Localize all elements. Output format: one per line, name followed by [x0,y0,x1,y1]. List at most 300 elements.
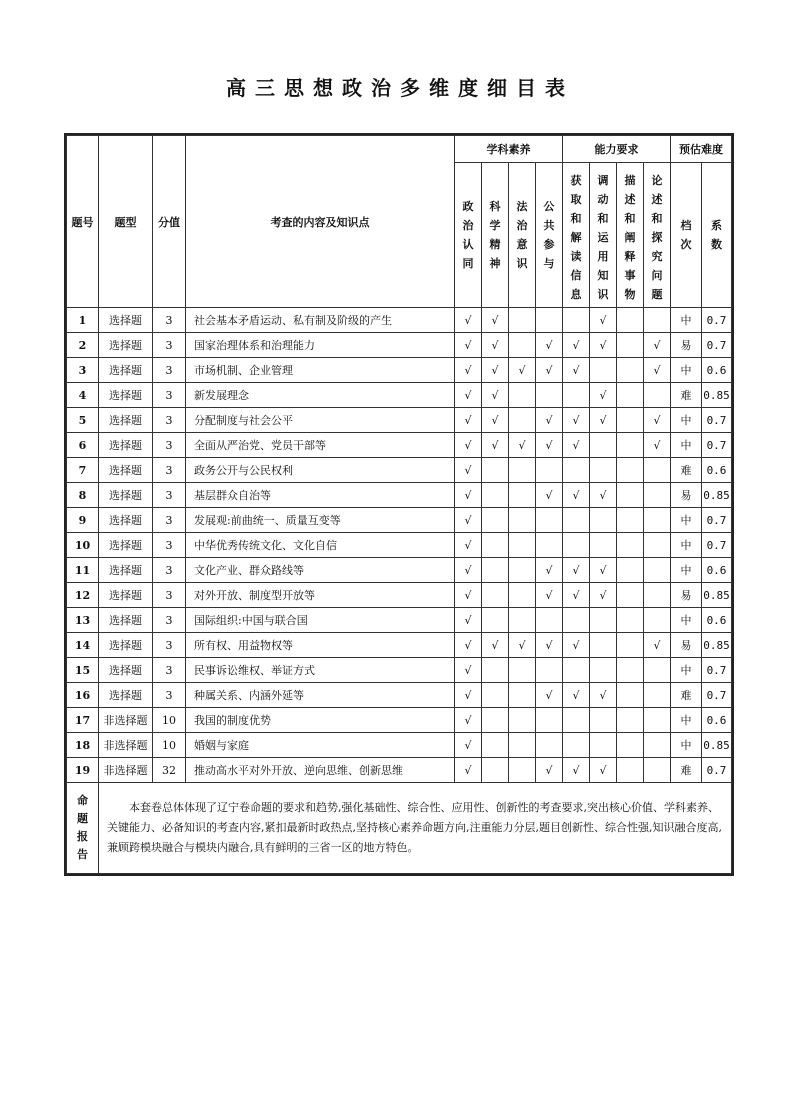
question-number: 16 [67,683,99,708]
check-cell: √ [644,333,671,358]
check-cell [617,333,644,358]
check-cell: √ [590,333,617,358]
table-row [67,758,732,783]
check-cell [563,658,590,683]
check-cell [482,733,509,758]
check-cell: √ [482,433,509,458]
difficulty-coefficient: 0.7 [702,308,732,333]
check-cell [536,308,563,333]
table-row [67,608,732,633]
question-type: 选择题 [99,333,153,358]
check-cell: √ [563,358,590,383]
check-cell [509,458,536,483]
check-cell [590,533,617,558]
check-cell [536,708,563,733]
check-cell [509,608,536,633]
check-cell: √ [509,633,536,658]
question-content: 新发展理念 [186,383,455,408]
check-cell [644,733,671,758]
check-cell [617,658,644,683]
check-cell: √ [563,483,590,508]
difficulty-level: 中 [671,508,702,533]
question-score: 3 [153,508,186,533]
check-cell [536,533,563,558]
difficulty-coefficient: 0.6 [702,708,732,733]
question-type: 非选择题 [99,733,153,758]
check-cell: √ [509,433,536,458]
check-cell [482,483,509,508]
difficulty-level: 中 [671,358,702,383]
check-cell [644,458,671,483]
header-ability-2: 调 动 和 运 用 知 识 [590,163,617,308]
question-number: 7 [67,458,99,483]
check-cell [590,708,617,733]
check-cell [509,658,536,683]
check-cell [482,758,509,783]
check-cell [590,508,617,533]
question-number: 8 [67,483,99,508]
table-row [67,483,732,508]
header-type: 题型 [99,136,153,308]
question-number: 17 [67,708,99,733]
check-cell [644,483,671,508]
check-cell: √ [563,333,590,358]
table-row [67,708,732,733]
question-content: 我国的制度优势 [186,708,455,733]
check-cell: √ [455,383,482,408]
check-cell [617,733,644,758]
check-cell [482,608,509,633]
check-cell [509,408,536,433]
difficulty-level: 中 [671,533,702,558]
question-score: 10 [153,708,186,733]
table-row [67,433,732,458]
table-row [67,583,732,608]
check-cell: √ [455,608,482,633]
check-cell: √ [536,433,563,458]
check-cell: √ [455,533,482,558]
question-type: 选择题 [99,533,153,558]
check-cell: √ [563,758,590,783]
check-cell: √ [563,408,590,433]
question-type: 非选择题 [99,708,153,733]
question-score: 3 [153,608,186,633]
check-cell [617,683,644,708]
check-cell [509,383,536,408]
check-cell: √ [455,483,482,508]
check-cell [509,708,536,733]
check-cell [509,483,536,508]
check-cell [509,583,536,608]
difficulty-coefficient: 0.7 [702,408,732,433]
check-cell [536,458,563,483]
check-cell [617,308,644,333]
check-cell: √ [563,633,590,658]
check-cell: √ [536,683,563,708]
check-cell: √ [590,683,617,708]
difficulty-coefficient: 0.7 [702,758,732,783]
check-cell [563,383,590,408]
check-cell [536,608,563,633]
difficulty-level: 中 [671,558,702,583]
check-cell: √ [455,358,482,383]
table-row [67,333,732,358]
question-content: 市场机制、企业管理 [186,358,455,383]
question-type: 选择题 [99,458,153,483]
question-type: 选择题 [99,508,153,533]
question-type: 选择题 [99,608,153,633]
check-cell [482,708,509,733]
check-cell [509,508,536,533]
difficulty-level: 易 [671,633,702,658]
page-title: 高三思想政治多维度细目表 [226,76,574,100]
check-cell [563,608,590,633]
check-cell [617,558,644,583]
difficulty-level: 中 [671,408,702,433]
question-number: 5 [67,408,99,433]
check-cell [617,458,644,483]
check-cell: √ [455,708,482,733]
check-cell: √ [536,633,563,658]
difficulty-level: 中 [671,308,702,333]
check-cell: √ [455,508,482,533]
question-type: 选择题 [99,658,153,683]
check-cell [644,508,671,533]
check-cell [482,683,509,708]
table-row [67,533,732,558]
difficulty-level: 难 [671,683,702,708]
check-cell: √ [455,633,482,658]
report-row [67,783,732,874]
check-cell [482,458,509,483]
check-cell [644,383,671,408]
check-cell: √ [536,333,563,358]
check-cell: √ [509,358,536,383]
check-cell: √ [455,458,482,483]
check-cell [590,608,617,633]
difficulty-coefficient: 0.85 [702,733,732,758]
check-cell: √ [536,558,563,583]
question-score: 3 [153,658,186,683]
check-cell [617,583,644,608]
table-row [67,358,732,383]
question-number: 11 [67,558,99,583]
difficulty-coefficient: 0.85 [702,633,732,658]
check-cell [644,683,671,708]
check-cell [509,533,536,558]
header-group-literacy: 学科素养 [455,136,563,163]
difficulty-level: 难 [671,383,702,408]
question-score: 32 [153,758,186,783]
check-cell: √ [536,583,563,608]
question-type: 选择题 [99,558,153,583]
check-cell: √ [590,583,617,608]
question-content: 推动高水平对外开放、逆向思维、创新思维 [186,758,455,783]
question-number: 6 [67,433,99,458]
question-number: 18 [67,733,99,758]
check-cell [482,533,509,558]
question-score: 3 [153,383,186,408]
difficulty-level: 中 [671,733,702,758]
difficulty-coefficient: 0.6 [702,458,732,483]
question-number: 1 [67,308,99,333]
check-cell: √ [590,383,617,408]
header-difficulty-2: 系 数 [702,163,732,308]
check-cell [509,758,536,783]
question-score: 3 [153,308,186,333]
question-score: 3 [153,358,186,383]
header-difficulty-1: 档 次 [671,163,702,308]
check-cell [590,358,617,383]
check-cell: √ [644,408,671,433]
check-cell [644,658,671,683]
check-cell: √ [455,733,482,758]
check-cell [617,408,644,433]
question-number: 2 [67,333,99,358]
check-cell [563,508,590,533]
check-cell [590,433,617,458]
difficulty-coefficient: 0.7 [702,508,732,533]
check-cell [617,508,644,533]
check-cell [482,558,509,583]
question-content: 文化产业、群众路线等 [186,558,455,583]
difficulty-coefficient: 0.85 [702,483,732,508]
header-ability-4: 论 述 和 探 究 问 题 [644,163,671,308]
check-cell [509,333,536,358]
question-content: 基层群众自治等 [186,483,455,508]
table-row [67,383,732,408]
check-cell [617,433,644,458]
question-score: 3 [153,533,186,558]
question-number: 19 [67,758,99,783]
difficulty-coefficient: 0.7 [702,658,732,683]
check-cell: √ [644,633,671,658]
check-cell: √ [563,683,590,708]
check-cell: √ [563,433,590,458]
difficulty-coefficient: 0.7 [702,333,732,358]
question-type: 选择题 [99,308,153,333]
check-cell: √ [590,408,617,433]
check-cell: √ [536,483,563,508]
question-score: 3 [153,408,186,433]
question-content: 中华优秀传统文化、文化自信 [186,533,455,558]
question-number: 10 [67,533,99,558]
question-content: 分配制度与社会公平 [186,408,455,433]
check-cell [563,733,590,758]
check-cell [617,383,644,408]
question-score: 3 [153,483,186,508]
check-cell: √ [590,758,617,783]
check-cell [617,633,644,658]
question-score: 3 [153,583,186,608]
check-cell [563,708,590,733]
question-content: 国际组织:中国与联合国 [186,608,455,633]
check-cell: √ [455,758,482,783]
header-group-difficulty: 预估难度 [671,136,732,163]
question-score: 3 [153,433,186,458]
table-row [67,683,732,708]
check-cell [509,558,536,583]
header-ability-3: 描 述 和 阐 释 事 物 [617,163,644,308]
difficulty-level: 难 [671,758,702,783]
check-cell: √ [590,308,617,333]
check-cell: √ [455,433,482,458]
question-number: 9 [67,508,99,533]
check-cell [617,533,644,558]
check-cell [644,608,671,633]
difficulty-level: 中 [671,433,702,458]
question-number: 15 [67,658,99,683]
difficulty-coefficient: 0.7 [702,683,732,708]
check-cell [644,758,671,783]
question-type: 选择题 [99,358,153,383]
check-cell: √ [590,558,617,583]
table-row [67,733,732,758]
difficulty-coefficient: 0.6 [702,358,732,383]
difficulty-level: 易 [671,483,702,508]
check-cell: √ [455,333,482,358]
question-type: 选择题 [99,383,153,408]
header-literacy-3: 法 治 意 识 [509,163,536,308]
check-cell [563,308,590,333]
question-type: 选择题 [99,683,153,708]
header-content: 考查的内容及知识点 [186,136,455,308]
check-cell [536,658,563,683]
header-literacy-2: 科 学 精 神 [482,163,509,308]
report-label: 命 题 报 告 [67,783,99,874]
difficulty-level: 难 [671,458,702,483]
question-type: 非选择题 [99,758,153,783]
report-text: 本套卷总体体现了辽宁卷命题的要求和趋势,强化基础性、综合性、应用性、创新性的考查要求,突出核心价值、学科素养、关键能力、必备知识的考查内容,紧扣最新时政热点,坚持核心素养命题方向,注重能力分层,题目创新性、综合性强,知识融合度高,兼顾跨模块融合与模块内融合,具有鲜明的三省一区的地方特色。 [99,783,732,874]
question-type: 选择题 [99,483,153,508]
difficulty-coefficient: 0.85 [702,583,732,608]
header-literacy-4: 公 共 参 与 [536,163,563,308]
table-row [67,458,732,483]
question-content: 民事诉讼维权、举证方式 [186,658,455,683]
check-cell: √ [482,358,509,383]
check-cell [644,308,671,333]
header-group-ability: 能力要求 [563,136,671,163]
difficulty-coefficient: 0.7 [702,433,732,458]
table-row [67,558,732,583]
check-cell [536,383,563,408]
check-cell [617,758,644,783]
difficulty-level: 中 [671,608,702,633]
question-score: 3 [153,458,186,483]
table-row [67,508,732,533]
check-cell [563,533,590,558]
check-cell: √ [455,408,482,433]
check-cell: √ [482,408,509,433]
question-content: 政务公开与公民权利 [186,458,455,483]
check-cell: √ [482,308,509,333]
check-cell: √ [644,358,671,383]
question-content: 发展观:前曲统一、质量互变等 [186,508,455,533]
check-cell [617,483,644,508]
question-number: 14 [67,633,99,658]
specification-table [66,135,732,874]
check-cell: √ [455,583,482,608]
check-cell [617,358,644,383]
question-type: 选择题 [99,433,153,458]
check-cell [482,658,509,683]
table-row [67,308,732,333]
question-content: 所有权、用益物权等 [186,633,455,658]
check-cell: √ [563,558,590,583]
question-content: 全面从严治党、党员干部等 [186,433,455,458]
check-cell [617,608,644,633]
check-cell [482,583,509,608]
difficulty-level: 中 [671,708,702,733]
check-cell: √ [536,408,563,433]
question-content: 社会基本矛盾运动、私有制及阶级的产生 [186,308,455,333]
check-cell [590,658,617,683]
check-cell [536,508,563,533]
question-score: 3 [153,558,186,583]
check-cell [509,683,536,708]
check-cell: √ [482,633,509,658]
question-type: 选择题 [99,633,153,658]
check-cell: √ [536,358,563,383]
difficulty-coefficient: 0.6 [702,608,732,633]
question-score: 3 [153,633,186,658]
check-cell: √ [455,558,482,583]
header-ability-1: 获 取 和 解 读 信 息 [563,163,590,308]
check-cell: √ [482,383,509,408]
difficulty-level: 中 [671,658,702,683]
question-score: 10 [153,733,186,758]
difficulty-level: 易 [671,583,702,608]
question-number: 13 [67,608,99,633]
check-cell: √ [455,683,482,708]
question-number: 4 [67,383,99,408]
check-cell [644,708,671,733]
check-cell [590,733,617,758]
check-cell [644,558,671,583]
check-cell [563,458,590,483]
question-content: 婚姻与家庭 [186,733,455,758]
check-cell [482,508,509,533]
check-cell: √ [482,333,509,358]
check-cell [644,583,671,608]
check-cell [509,308,536,333]
difficulty-coefficient: 0.7 [702,533,732,558]
question-type: 选择题 [99,583,153,608]
check-cell [590,458,617,483]
check-cell [617,708,644,733]
header-num: 题号 [67,136,99,308]
check-cell [509,733,536,758]
question-number: 3 [67,358,99,383]
check-cell [644,533,671,558]
header-score: 分值 [153,136,186,308]
question-score: 3 [153,683,186,708]
header-literacy-1: 政 治 认 同 [455,163,482,308]
difficulty-coefficient: 0.85 [702,383,732,408]
question-type: 选择题 [99,408,153,433]
check-cell [536,733,563,758]
table-row [67,658,732,683]
question-number: 12 [67,583,99,608]
check-cell: √ [455,308,482,333]
question-content: 国家治理体系和治理能力 [186,333,455,358]
question-content: 对外开放、制度型开放等 [186,583,455,608]
table-row [67,408,732,433]
table-row [67,633,732,658]
check-cell: √ [590,483,617,508]
check-cell: √ [644,433,671,458]
check-cell: √ [455,658,482,683]
